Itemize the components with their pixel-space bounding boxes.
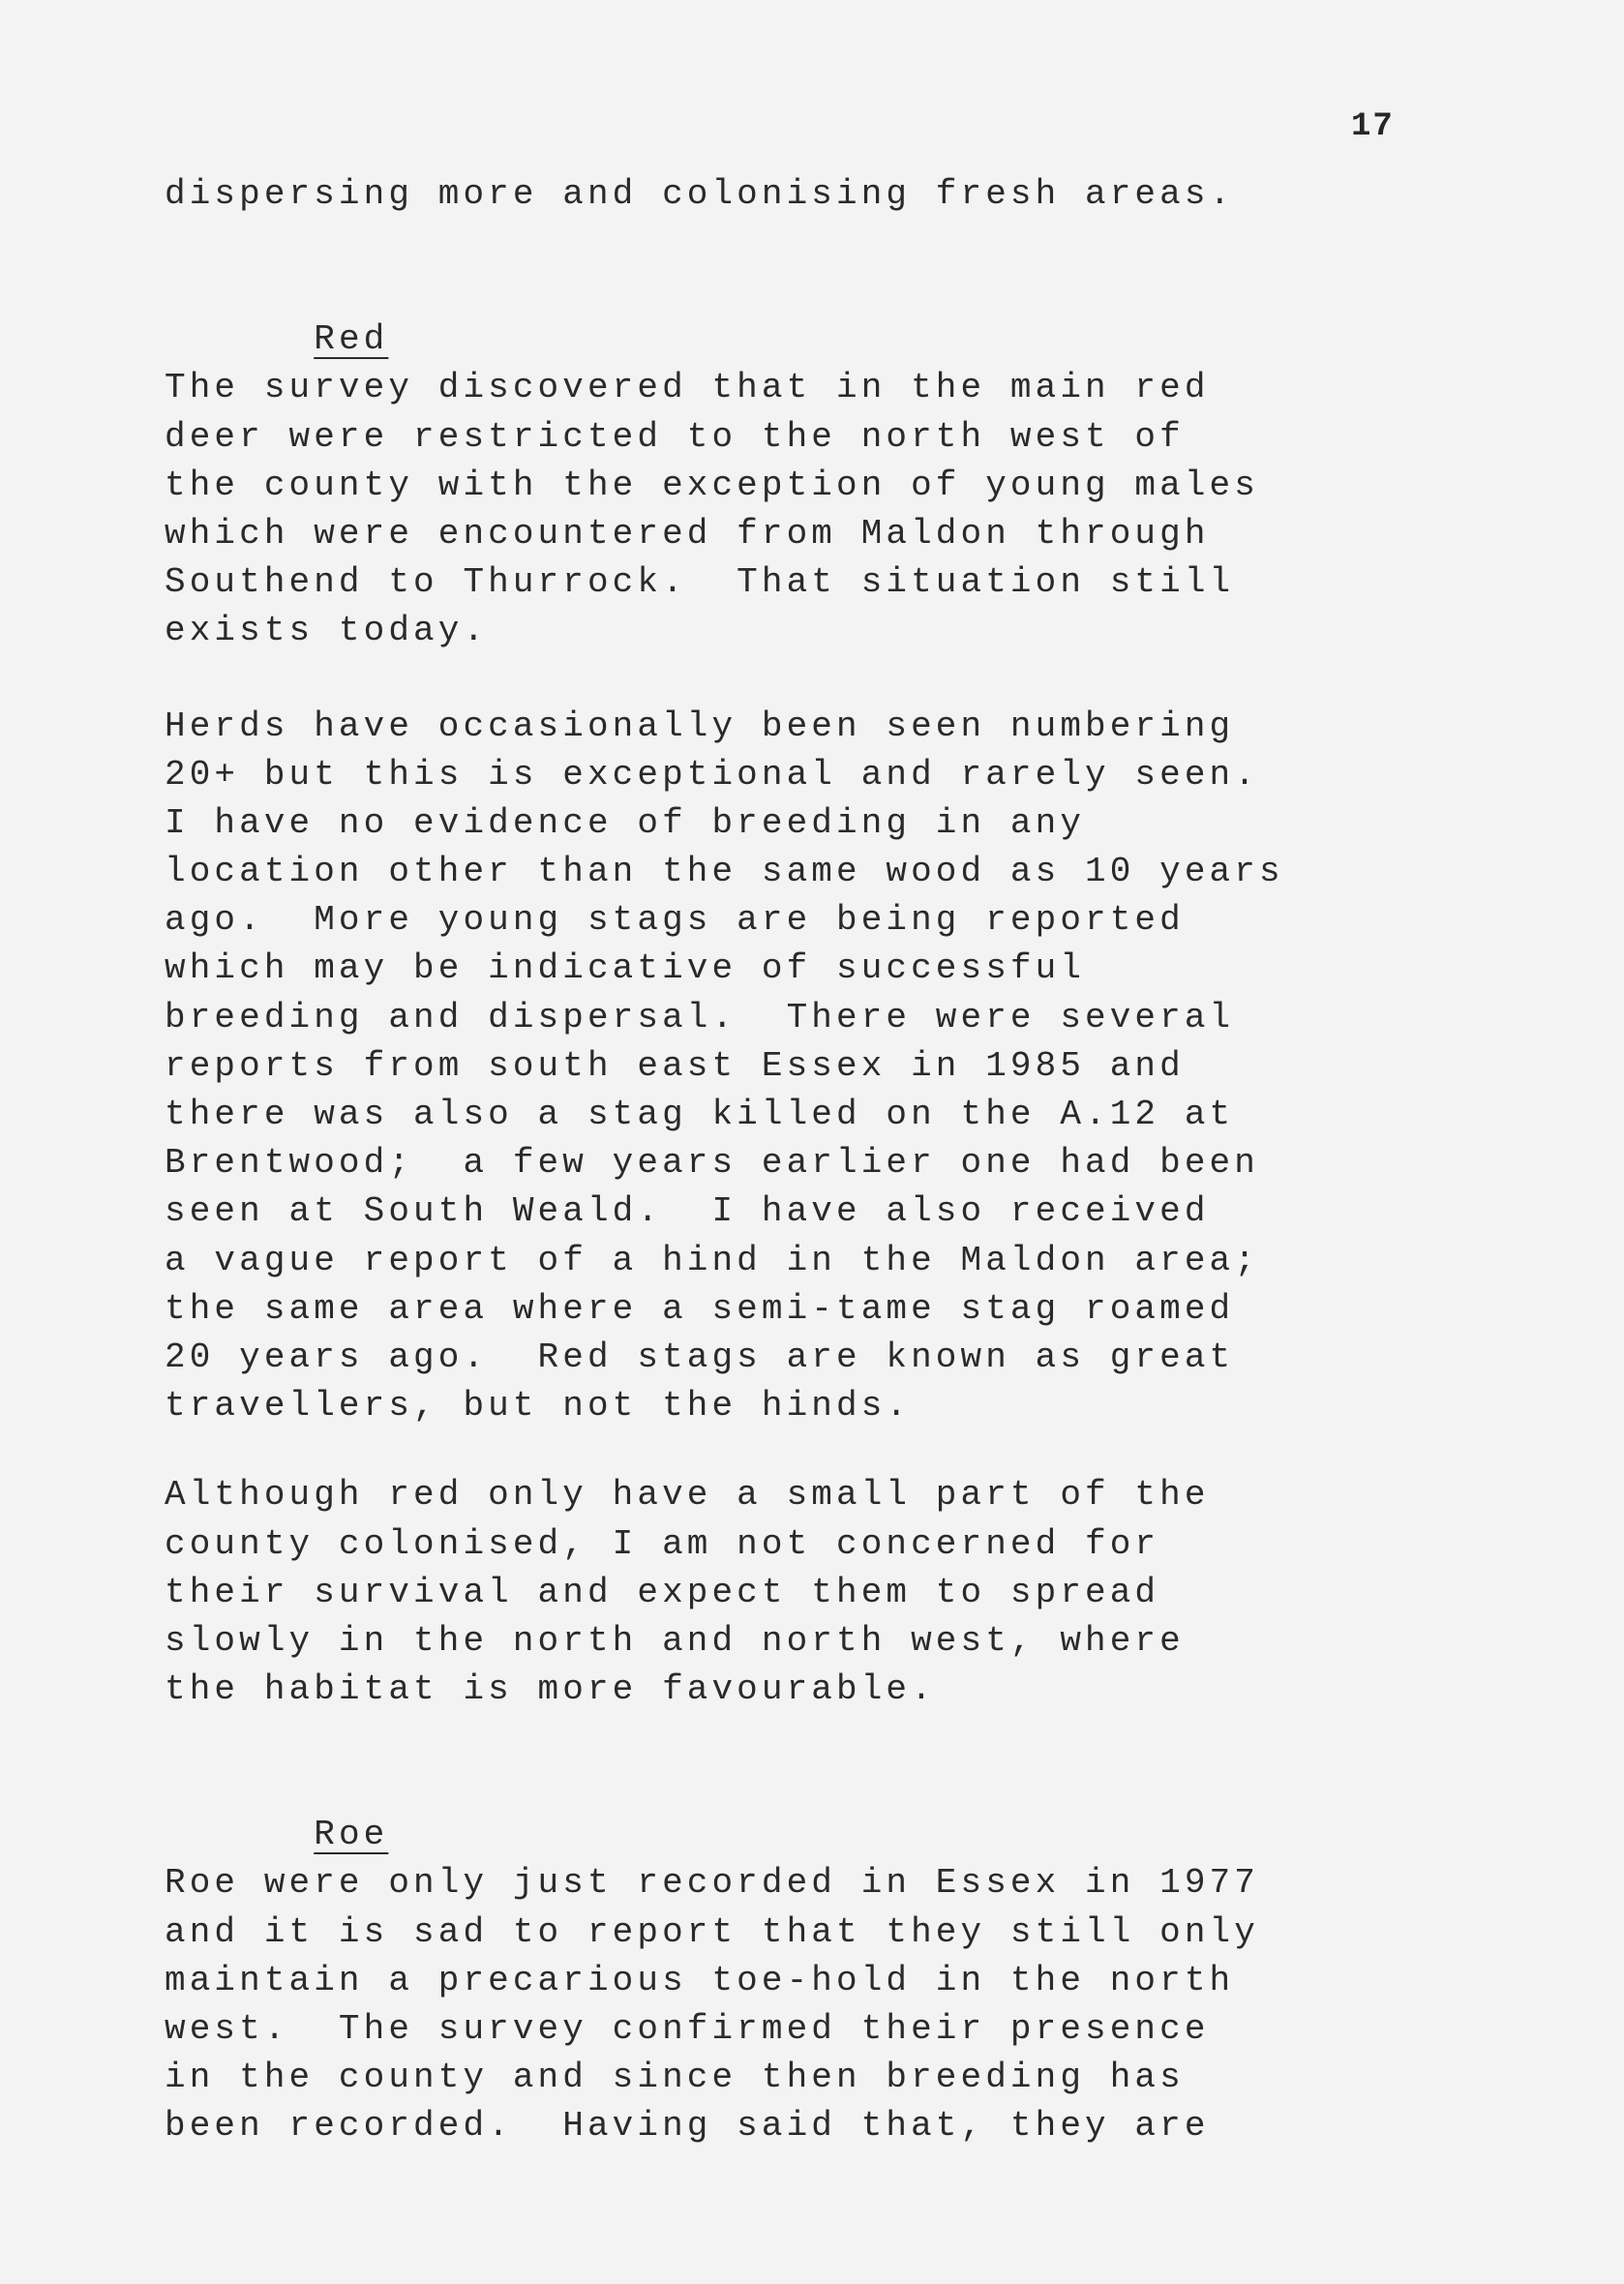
text-line: I have no evidence of breeding in any <box>165 802 1086 843</box>
text-line: seen at South Weald. I have also received <box>165 1191 1210 1232</box>
roe-paragraph-1 <box>165 1859 1519 2150</box>
text-line: their survival and expect them to spread <box>165 1572 1160 1612</box>
page-number: 17 <box>1351 108 1395 145</box>
red-paragraph-1 <box>165 364 1519 655</box>
intro-line: dispersing more and colonising fresh areas. <box>165 174 1235 214</box>
text-line: in the county and since then breeding has <box>165 2058 1185 2098</box>
text-line: 20+ but this is exceptional and rarely seen. <box>165 754 1259 795</box>
text-line: Southend to Thurrock. That situation still <box>165 562 1235 603</box>
text-line: 20 years ago. Red stags are known as great <box>165 1337 1235 1377</box>
text-line: exists today. <box>165 611 489 651</box>
text-line: maintain a precarious toe-hold in the north <box>165 1960 1235 2000</box>
red-heading-text: Red <box>314 319 389 360</box>
text-line: Brentwood; a few years earlier one had been <box>165 1143 1259 1184</box>
text-line: The survey discovered that in the main red <box>165 368 1210 408</box>
red-paragraph-2 <box>165 703 1519 1431</box>
text-line: the habitat is more favourable. <box>165 1669 936 1710</box>
text-line: location other than the same wood as 10 years <box>165 852 1284 892</box>
text-line: Roe were only just recorded in Essex in 1977 <box>165 1863 1259 1904</box>
text-line: the same area where a semi-tame stag roamed <box>165 1288 1235 1329</box>
section-heading-red <box>165 267 1519 360</box>
text-line: county colonised, I am not concerned for <box>165 1523 1160 1564</box>
text-line: been recorded. Having said that, they are <box>165 2106 1210 2147</box>
text-line: ago. More young stags are being reported <box>165 900 1185 941</box>
section-heading-roe <box>165 1762 1519 1855</box>
text-line: reports from south east Essex in 1985 and <box>165 1045 1185 1086</box>
text-line: slowly in the north and north west, where <box>165 1620 1185 1661</box>
text-line: breeding and dispersal. There were several <box>165 997 1235 1037</box>
text-line: which were encountered from Maldon through <box>165 513 1210 554</box>
text-line: Although red only have a small part of the <box>165 1475 1210 1516</box>
page-body <box>165 170 1519 2151</box>
text-line: which may be indicative of successful <box>165 948 1086 989</box>
text-line: there was also a stag killed on the A.12 at <box>165 1095 1235 1134</box>
text-line: a vague report of a hind in the Maldon area; <box>165 1240 1259 1280</box>
text-line: Herds have occasionally been seen numbering <box>165 706 1235 746</box>
text-line: travellers, but not the hinds. <box>165 1386 912 1427</box>
text-line: the county with the exception of young males <box>165 465 1259 505</box>
roe-heading-text: Roe <box>314 1815 389 1855</box>
text-line: deer were restricted to the north west of <box>165 416 1185 457</box>
red-paragraph-3 <box>165 1471 1519 1714</box>
text-line: and it is sad to report that they still only <box>165 1911 1259 1952</box>
text-line: west. The survey confirmed their presence <box>165 2009 1210 2049</box>
